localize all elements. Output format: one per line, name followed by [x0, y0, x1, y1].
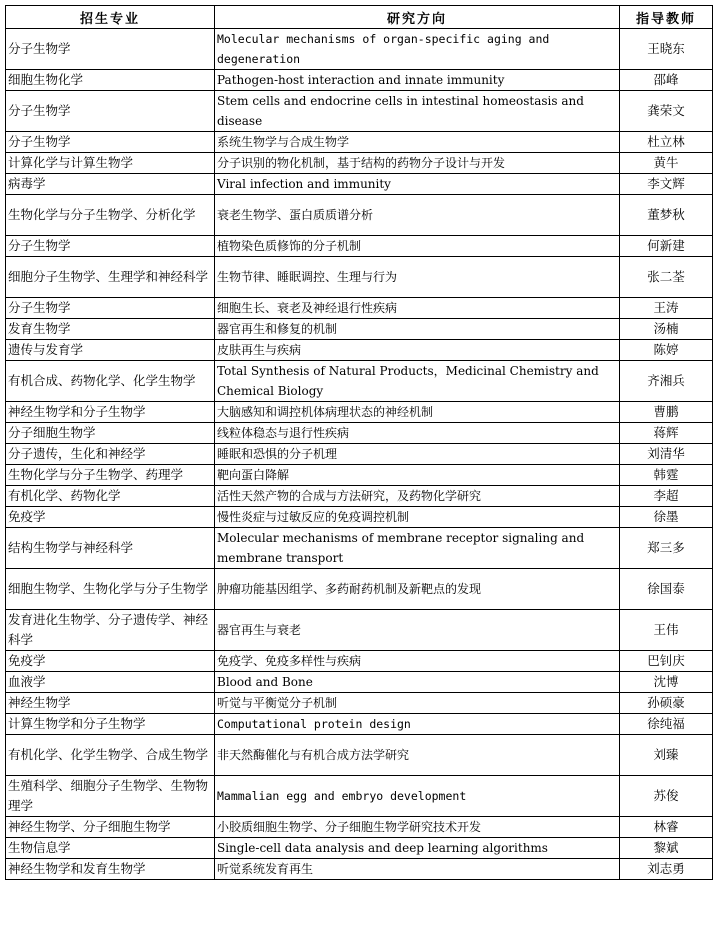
major-cell: 生殖科学、细胞分子生物学、生物物理学 [6, 776, 215, 817]
header-row [6, 6, 713, 29]
table-body [6, 29, 713, 880]
direction-cell: 肿瘤功能基因组学、多药耐药机制及新靶点的发现 [215, 569, 620, 610]
header-direction: 研究方向 [215, 6, 620, 29]
advisor-cell: 邵峰 [620, 70, 713, 91]
major-cell: 细胞生物化学 [6, 70, 215, 91]
major-cell: 免疫学 [6, 507, 215, 528]
direction-cell: 听觉系统发育再生 [215, 859, 620, 880]
table-row [6, 714, 713, 735]
advisor-cell: 陈婷 [620, 340, 713, 361]
advisor-cell: 李文辉 [620, 174, 713, 195]
direction-cell: 分子识别的物化机制，基于结构的药物分子设计与开发 [215, 153, 620, 174]
advisor-table [5, 5, 713, 880]
direction-cell: 细胞生长、衰老及神经退行性疾病 [215, 298, 620, 319]
advisor-cell: 黄牛 [620, 153, 713, 174]
direction-cell: Blood and Bone [215, 672, 620, 693]
advisor-cell: 孙硕豪 [620, 693, 713, 714]
major-cell: 分子遗传，生化和神经学 [6, 444, 215, 465]
major-cell: 免疫学 [6, 651, 215, 672]
advisor-cell: 苏俊 [620, 776, 713, 817]
advisor-cell: 张二荃 [620, 257, 713, 298]
major-cell: 计算生物学和分子生物学 [6, 714, 215, 735]
table-row [6, 257, 713, 298]
advisor-cell: 杜立林 [620, 132, 713, 153]
major-cell: 计算化学与计算生物学 [6, 153, 215, 174]
major-cell: 分子生物学 [6, 132, 215, 153]
advisor-cell: 刘清华 [620, 444, 713, 465]
table-row [6, 465, 713, 486]
table-row [6, 444, 713, 465]
advisor-cell: 汤楠 [620, 319, 713, 340]
major-cell: 血液学 [6, 672, 215, 693]
advisor-cell: 王伟 [620, 610, 713, 651]
advisor-cell: 巴钊庆 [620, 651, 713, 672]
direction-cell: 生物节律、睡眠调控、生理与行为 [215, 257, 620, 298]
major-cell: 遗传与发育学 [6, 340, 215, 361]
advisor-cell: 徐纯福 [620, 714, 713, 735]
direction-cell: Viral infection and immunity [215, 174, 620, 195]
table-row [6, 70, 713, 91]
advisor-cell: 徐国泰 [620, 569, 713, 610]
advisor-cell: 郑三多 [620, 528, 713, 569]
direction-cell: 器官再生和修复的机制 [215, 319, 620, 340]
advisor-table-container [5, 5, 712, 880]
table-row [6, 859, 713, 880]
header-advisor: 指导教师 [620, 6, 713, 29]
advisor-cell: 王涛 [620, 298, 713, 319]
major-cell: 病毒学 [6, 174, 215, 195]
table-row [6, 402, 713, 423]
advisor-cell: 何新建 [620, 236, 713, 257]
table-row [6, 817, 713, 838]
table-row [6, 236, 713, 257]
major-cell: 分子生物学 [6, 236, 215, 257]
direction-cell: 活性天然产物的合成与方法研究，及药物化学研究 [215, 486, 620, 507]
major-cell: 生物化学与分子生物学、药理学 [6, 465, 215, 486]
major-cell: 神经生物学、分子细胞生物学 [6, 817, 215, 838]
major-cell: 有机化学、药物化学 [6, 486, 215, 507]
table-row [6, 610, 713, 651]
major-cell: 分子生物学 [6, 91, 215, 132]
direction-cell: Computational protein design [215, 714, 620, 735]
direction-cell: 小胶质细胞生物学、分子细胞生物学研究技术开发 [215, 817, 620, 838]
table-row [6, 423, 713, 444]
table-row [6, 174, 713, 195]
table-row [6, 132, 713, 153]
advisor-cell: 龚荣文 [620, 91, 713, 132]
table-row [6, 693, 713, 714]
table-row [6, 29, 713, 70]
advisor-cell: 曹鹏 [620, 402, 713, 423]
direction-cell: Molecular mechanisms of membrane receptor signaling and membrane transport [215, 528, 620, 569]
advisor-cell: 董梦秋 [620, 195, 713, 236]
table-row [6, 672, 713, 693]
advisor-cell: 刘臻 [620, 735, 713, 776]
major-cell: 神经生物学 [6, 693, 215, 714]
advisor-cell: 王晓东 [620, 29, 713, 70]
advisor-cell: 林睿 [620, 817, 713, 838]
table-row [6, 153, 713, 174]
major-cell: 分子生物学 [6, 298, 215, 319]
major-cell: 有机化学、化学生物学、合成生物学 [6, 735, 215, 776]
direction-cell: 睡眠和恐惧的分子机理 [215, 444, 620, 465]
direction-cell: 慢性炎症与过敏反应的免疫调控机制 [215, 507, 620, 528]
direction-cell: 大脑感知和调控机体病理状态的神经机制 [215, 402, 620, 423]
direction-cell: 靶向蛋白降解 [215, 465, 620, 486]
table-row [6, 195, 713, 236]
table-row [6, 298, 713, 319]
advisor-cell: 李超 [620, 486, 713, 507]
major-cell: 生物化学与分子生物学、分析化学 [6, 195, 215, 236]
table-row [6, 507, 713, 528]
table-row [6, 528, 713, 569]
advisor-cell: 黎斌 [620, 838, 713, 859]
table-row [6, 319, 713, 340]
direction-cell: 线粒体稳态与退行性疾病 [215, 423, 620, 444]
table-row [6, 735, 713, 776]
direction-cell: 植物染色质修饰的分子机制 [215, 236, 620, 257]
table-row [6, 340, 713, 361]
major-cell: 发育生物学 [6, 319, 215, 340]
major-cell: 生物信息学 [6, 838, 215, 859]
major-cell: 细胞生物学、生物化学与分子生物学 [6, 569, 215, 610]
direction-cell: Total Synthesis of Natural Products，Medicinal Chemistry and Chemical Biology [215, 361, 620, 402]
table-row [6, 91, 713, 132]
major-cell: 分子细胞生物学 [6, 423, 215, 444]
direction-cell: 器官再生与衰老 [215, 610, 620, 651]
direction-cell: 非天然酶催化与有机合成方法学研究 [215, 735, 620, 776]
advisor-cell: 蒋辉 [620, 423, 713, 444]
advisor-cell: 沈博 [620, 672, 713, 693]
major-cell: 结构生物学与神经科学 [6, 528, 215, 569]
direction-cell: Single-cell data analysis and deep learning algorithms [215, 838, 620, 859]
advisor-cell: 徐墨 [620, 507, 713, 528]
major-cell: 神经生物学和发育生物学 [6, 859, 215, 880]
advisor-cell: 刘志勇 [620, 859, 713, 880]
direction-cell: 衰老生物学、蛋白质质谱分析 [215, 195, 620, 236]
major-cell: 分子生物学 [6, 29, 215, 70]
header-major: 招生专业 [6, 6, 215, 29]
table-row [6, 486, 713, 507]
table-row [6, 776, 713, 817]
table-row [6, 361, 713, 402]
advisor-cell: 齐湘兵 [620, 361, 713, 402]
table-row [6, 651, 713, 672]
direction-cell: 听觉与平衡觉分子机制 [215, 693, 620, 714]
direction-cell: Stem cells and endocrine cells in intestinal homeostasis and disease [215, 91, 620, 132]
table-row [6, 838, 713, 859]
direction-cell: 免疫学、免疫多样性与疾病 [215, 651, 620, 672]
direction-cell: Mammalian egg and embryo development [215, 776, 620, 817]
table-row [6, 569, 713, 610]
major-cell: 神经生物学和分子生物学 [6, 402, 215, 423]
direction-cell: 皮肤再生与疾病 [215, 340, 620, 361]
direction-cell: Molecular mechanisms of organ-specific aging and degeneration [215, 29, 620, 70]
direction-cell: Pathogen-host interaction and innate immunity [215, 70, 620, 91]
major-cell: 有机合成、药物化学、化学生物学 [6, 361, 215, 402]
major-cell: 细胞分子生物学、生理学和神经科学 [6, 257, 215, 298]
direction-cell: 系统生物学与合成生物学 [215, 132, 620, 153]
advisor-cell: 韩霆 [620, 465, 713, 486]
major-cell: 发育进化生物学、分子遗传学、神经科学 [6, 610, 215, 651]
